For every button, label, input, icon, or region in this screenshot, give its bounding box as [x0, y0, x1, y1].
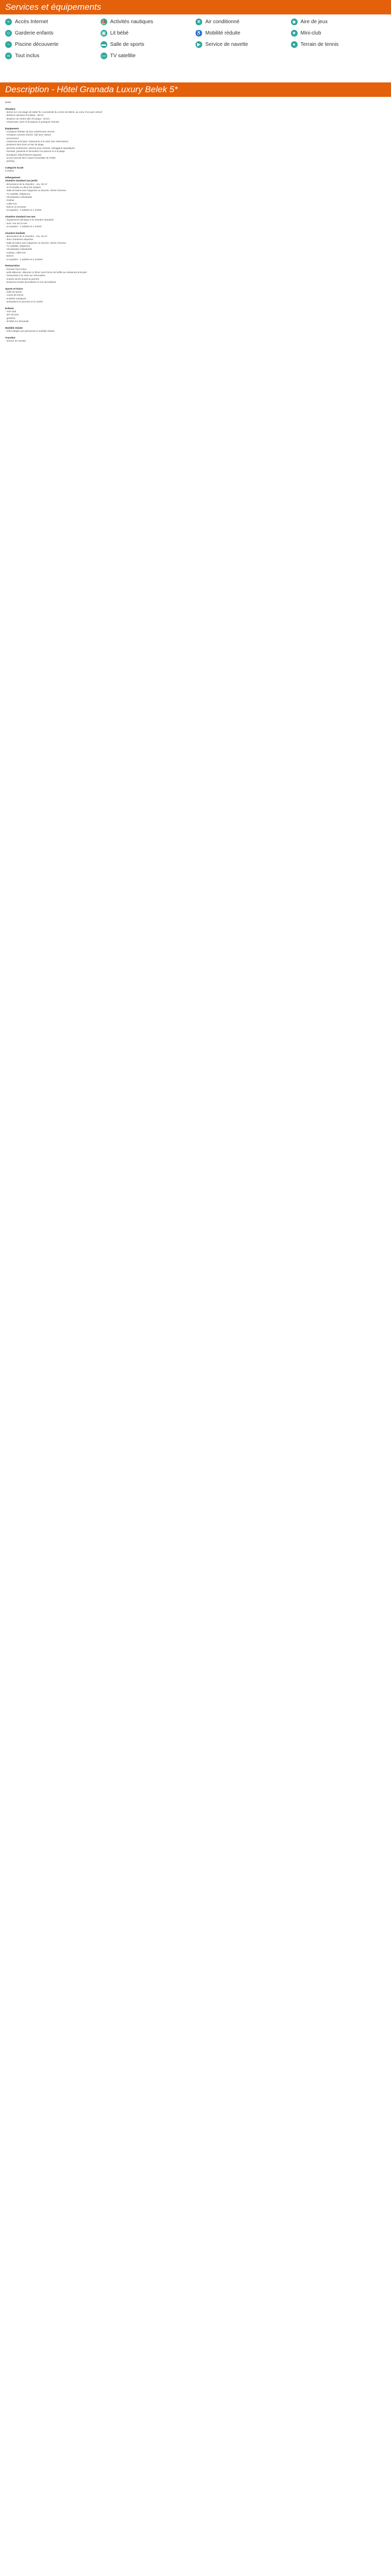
description-line: - donne sur une plage de sable fin, à proximité du centre de Belek, au cœur d'un parc arboré: [5, 111, 103, 114]
amenity-item: [101, 18, 196, 26]
amenity-item: [5, 52, 101, 60]
description-line: - équipement identique à la chambre standard: [5, 218, 54, 222]
description-line: - distance du centre-ville d'Antalya : 45 km: [5, 117, 50, 120]
amenity-item: [5, 40, 101, 48]
amenity-item: [196, 29, 291, 37]
amenity-item: [5, 18, 101, 26]
description-line: - hôtel adapté aux personnes à mobilité réduite: [5, 330, 55, 333]
description-line: Belek: [5, 101, 11, 104]
amenity-item: [196, 18, 291, 26]
amenities-grid: [0, 14, 391, 64]
amenity-label: Salle de sports: [110, 41, 144, 47]
amenity-label: Piscine découverte: [15, 41, 59, 47]
tennis-icon: ●: [291, 41, 298, 48]
description-line: - occupation : 2 adultes et 1 enfant: [5, 209, 42, 212]
shuttle-icon: ▶: [196, 41, 202, 48]
description-line: - garderie: [5, 316, 15, 319]
amenity-item: [196, 40, 291, 48]
description-line: - salle de bains avec baignoire ou douche, sèche-cheveux: [5, 241, 67, 244]
amenity-item: [101, 29, 196, 37]
kids-club-icon: ★: [291, 30, 298, 37]
description-heading: Équipement: [5, 127, 19, 130]
description-line: - piscines extérieures, piscine pour enfants, toboggans aquatiques: [5, 146, 75, 149]
description-line: - mini-club: [5, 310, 17, 313]
description-line: - aire de jeux: [5, 313, 19, 316]
description-line: - lit bébé sur demande: [5, 320, 29, 323]
description-heading: Restauration: [5, 264, 20, 267]
amenity-label: Air conditionné: [205, 19, 240, 25]
description-line: - coffre-fort: [5, 202, 17, 205]
amenity-label: Accès Internet: [15, 19, 48, 25]
description-body: [0, 97, 391, 343]
amenity-item: [291, 29, 386, 37]
description-heading: Catégorie locale: [5, 166, 24, 169]
description-line: - service de navette: [5, 340, 26, 343]
description-line: - restaurants à la carte sur réservation: [5, 274, 45, 277]
description-line: - accès Internet Wi-Fi dans l'ensemble de l'hôtel: [5, 156, 56, 159]
amenity-label: Terrain de tennis: [300, 41, 339, 47]
dumbbell-icon: ▬: [101, 41, 106, 47]
description-line: - complexe hôtelier de luxe entièrement rénové: [5, 130, 55, 133]
description-heading: Transfert: [5, 336, 15, 339]
services-section-title: Services et équipements: [0, 0, 391, 14]
description-line: - transats, parasols et serviettes à la piscine et à la plage: [5, 150, 65, 153]
pool-icon: ~: [5, 41, 12, 48]
description-line: - réception ouverte 24h/24, hall avec salons: [5, 133, 51, 137]
amenity-label: Mobilité réduite: [205, 30, 240, 36]
description-line: - restaurant principal, restaurants à la carte (sur réservation): [5, 140, 69, 143]
description-line: - restaurants, bars et boutiques à quelques minutes: [5, 121, 59, 124]
description-line: - balcon ou terrasse: [5, 206, 26, 208]
description-heading: Mobilité réduite: [5, 326, 23, 329]
description-line: - minibar, coffre-fort: [5, 251, 26, 254]
description-heading: chambre familiale: [5, 231, 25, 234]
description-line: - formule Tout Inclus: [5, 267, 27, 270]
amenity-item: [291, 40, 386, 48]
snowflake-icon: ❄: [196, 19, 202, 25]
description-line: - un lit double ou deux lits simples: [5, 185, 41, 189]
description-line: - dimensions de la chambre : env. 30 m²: [5, 182, 47, 185]
all-inclusive-icon: ∞: [5, 53, 12, 59]
description-line: - minibar: [5, 199, 14, 202]
description-line: - parking: [5, 160, 14, 163]
description-heading: Situation: [5, 107, 15, 110]
amenity-label: TV satellite: [110, 53, 136, 59]
description-line: - boutiques, blanchisserie (payant): [5, 153, 42, 156]
description-line: - petit-déjeuner, déjeuner et dîner sous forme de buffet au restaurant principal: [5, 270, 87, 274]
amenity-label: Tout inclus: [15, 53, 40, 59]
description-line: - occupation : 2 adultes et 1 enfant: [5, 225, 42, 228]
amenity-item: [291, 18, 386, 26]
description-line: - salle de sports: [5, 290, 22, 293]
playground-icon: ◆: [291, 19, 298, 25]
description-line: - dimensions de la chambre : env. 45 m²: [5, 235, 47, 238]
description-line: - climatisation individuelle: [5, 195, 32, 198]
description-heading: Enfants: [5, 307, 14, 310]
amenity-label: Activités nautiques: [110, 19, 153, 25]
description-heading: Sports et loisirs: [5, 287, 23, 290]
description-line: - ascenseurs: [5, 137, 19, 140]
description-line: - TV satellite, téléphone: [5, 245, 30, 248]
wifi-icon: ≈: [5, 19, 12, 25]
description-heading: chambre standard vue mer: [5, 215, 36, 218]
description-line: - balcon: [5, 255, 14, 258]
description-line: - activités nautiques: [5, 297, 26, 300]
description-line: - animations en journée et en soirée: [5, 300, 43, 303]
description-line: - salle de bains avec baignoire ou douche, sèche-cheveux: [5, 189, 67, 192]
wheelchair-icon: ♿: [196, 30, 202, 36]
description-line: - distance aéroport d'Antalya : 35 km: [5, 114, 44, 117]
description-line: - snacks servis durant la journée: [5, 277, 40, 280]
description-line: - occupation : 2 adultes et 2 enfants: [5, 258, 43, 261]
description-line: - plusieurs bars dont un bar de plage: [5, 143, 44, 146]
description-heading: Hébergement: [5, 176, 21, 179]
description-line: - TV satellite, téléphone: [5, 192, 30, 195]
child-icon: ☺: [6, 30, 11, 36]
description-line: - boissons locales alcoolisées et non alcoolisées: [5, 280, 56, 283]
description-heading: chambre standard vue jardin: [5, 179, 38, 182]
description-line: - deux chambres séparées: [5, 238, 34, 241]
amenity-label: Aire de jeux: [300, 19, 328, 25]
tv-icon: ▭: [101, 53, 107, 59]
amenity-label: Mini-club: [300, 30, 321, 36]
description-section-title: Description - Hôtel Granada Luxury Belek 5*: [0, 82, 391, 97]
section-spacer: [0, 64, 391, 82]
amenity-label: Service de navette: [205, 41, 248, 47]
description-line: - courts de tennis: [5, 294, 24, 297]
description-line: 5 étoiles: [5, 170, 14, 173]
sailboat-icon: ⛵: [101, 19, 107, 24]
description-line: - climatisation individuelle: [5, 248, 32, 251]
amenity-label: Garderie enfants: [15, 30, 54, 36]
amenity-item: [101, 52, 196, 60]
amenity-item: [5, 29, 101, 37]
crib-icon: ▣: [101, 30, 107, 37]
amenity-item: [101, 40, 196, 48]
description-line: - avec vue sur la mer: [5, 222, 27, 225]
amenity-label: Lit bébé: [110, 30, 129, 36]
